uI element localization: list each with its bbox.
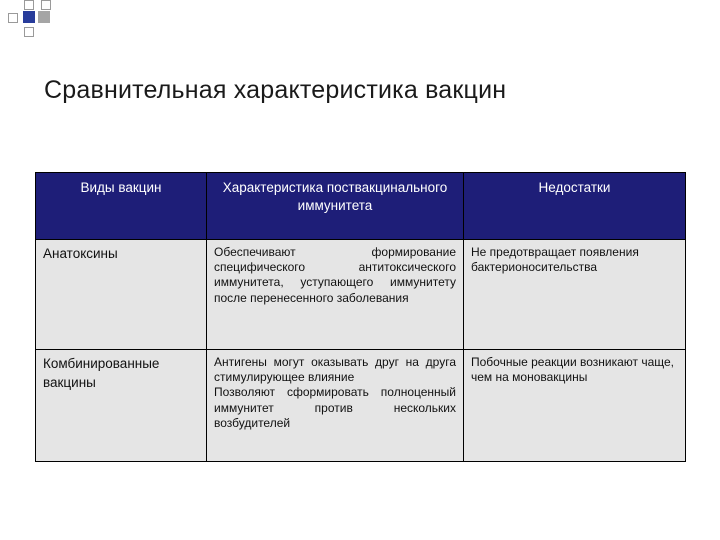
header-drawbacks: Недостатки [464,173,686,240]
table-header-row [36,173,686,240]
drawbacks-cell: Побочные реакции возникают чаще, чем на моновакцины [464,350,686,462]
characteristic-text: Обеспечивают формирование специфического антитоксического иммунитета, уступающего иммунитету после перенесенного заболевания [214,245,456,305]
vaccine-type-cell: Комбинированные вакцины [36,350,207,462]
characteristic-text: Антигены могут оказывать друг на друга стимулирующее влияние [214,355,456,385]
header-vaccine-types: Виды вакцин [36,173,207,240]
slide-title: Сравнительная характеристика вакцин [44,76,507,104]
characteristic-text: Позволяют сформировать полноценный иммунитет против нескольких возбудителей [214,385,456,430]
decor-square [24,27,34,37]
table-row [36,350,686,462]
decor-square [8,13,18,23]
characteristic-cell [207,350,464,462]
drawbacks-cell: Не предотвращает появления бактерионосительства [464,240,686,350]
decor-square [38,11,50,23]
table-row [36,240,686,350]
comparison-table [35,172,686,462]
header-immunity-characteristic: Характеристика поствакцинального иммунитета [207,173,464,240]
decor-square [23,11,35,23]
vaccine-type-cell: Анатоксины [36,240,207,350]
decor-square [24,0,34,10]
decor-square [41,0,51,10]
characteristic-cell [207,240,464,350]
